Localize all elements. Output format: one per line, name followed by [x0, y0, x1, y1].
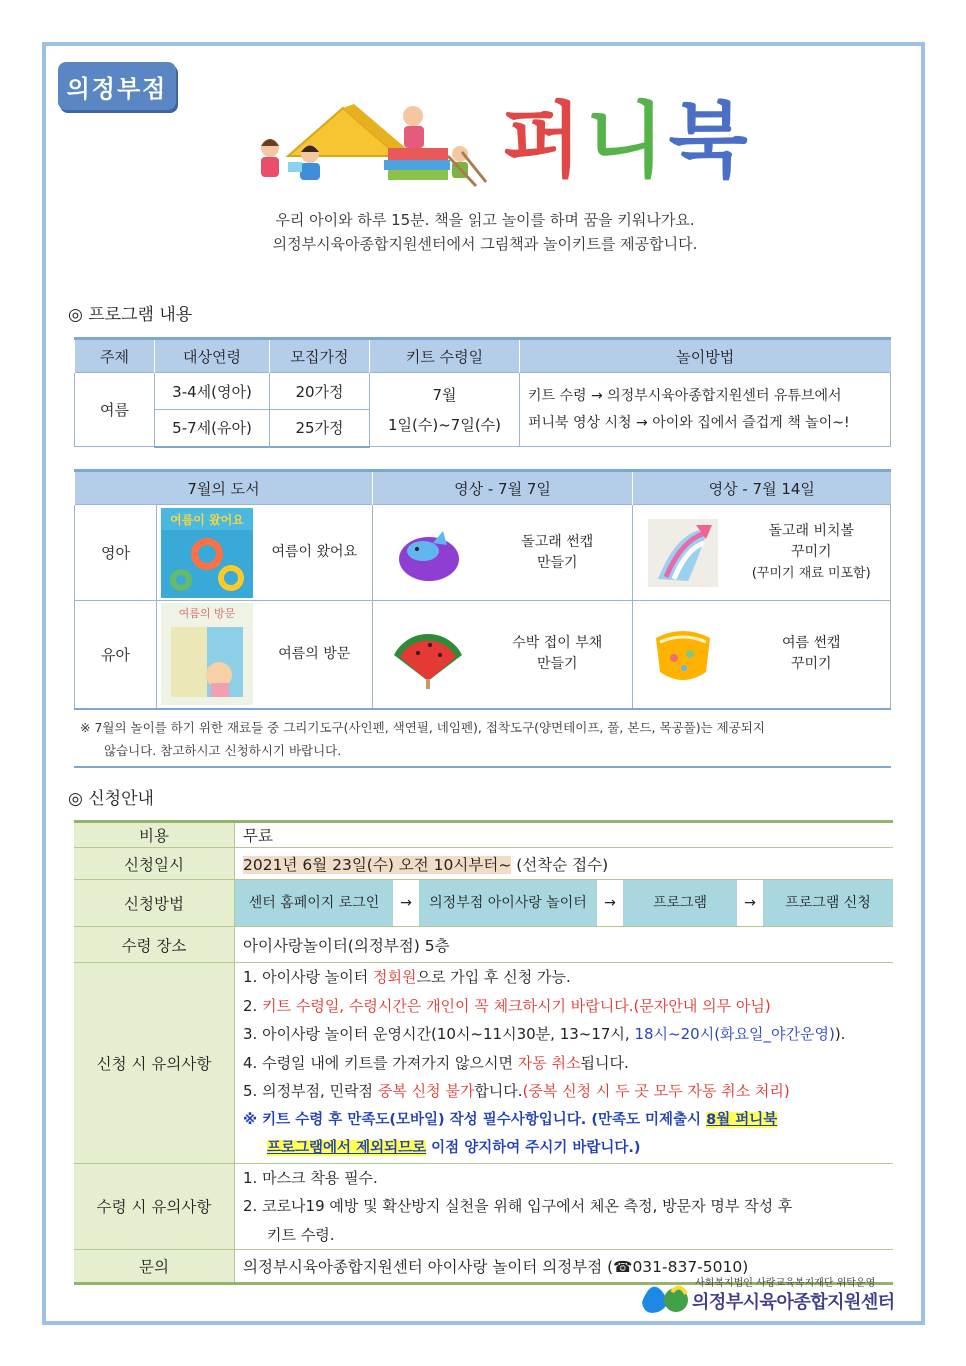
group-cell: 영아 [75, 505, 157, 601]
video1-image-cell [373, 601, 483, 709]
place-label: 수령 장소 [74, 927, 235, 963]
apply-table [74, 820, 893, 1285]
col-header-families: 모집가정 [270, 339, 370, 373]
book-cover-title: 여름이 왔어요 [169, 512, 244, 527]
video2-label-line: 꾸미기 [790, 544, 832, 560]
pickup-list [235, 1163, 894, 1250]
method-cell [520, 373, 891, 447]
contact-label: 문의 [74, 1250, 235, 1284]
cost-label: 비용 [74, 822, 235, 848]
video2-label-line: 여름 썬캡 [781, 635, 841, 652]
video2-label-line: 돌고래 비치볼 [768, 523, 855, 539]
step-login: 센터 홈페이지 로그인 [235, 880, 393, 926]
col-header-topic: 주제 [75, 339, 155, 373]
summer-suncap-image [650, 618, 716, 690]
arrow-icon: → [744, 895, 756, 911]
col-header-age: 대상연령 [155, 339, 270, 373]
title-char-1: 퍼 [502, 94, 586, 189]
caution-important-highlight: 8월 퍼니북 [706, 1111, 778, 1128]
age-cell: 5-7세(유아) [155, 410, 270, 447]
books-table [74, 469, 891, 710]
caution-text: 5. 의정부점, 민락점 [243, 1082, 378, 1100]
dolphin-suncap-image [393, 523, 463, 583]
kids-reading-illustration [248, 96, 488, 188]
age-cell: 3-4세(영아) [155, 373, 270, 410]
caution-text: 됩니다. [580, 1053, 629, 1072]
caution-text: 으로 가입 후 신청 가능. [416, 968, 571, 986]
book-cover-cell [157, 601, 257, 709]
book-cover-image [161, 603, 253, 705]
pickup-text: 2. 코로나19 예방 및 확산방지 실천을 위해 입구에서 체온 측정, 방문자 명부 작성 후 [243, 1197, 793, 1215]
step-playground: 의정부점 아이사랑 놀이터 [419, 880, 597, 926]
method-line-2: 퍼니북 영상 시청 → 아이와 집에서 즐겁게 책 놀이~! [528, 414, 850, 431]
watermelon-fan-image [390, 619, 466, 689]
method-steps [235, 880, 894, 927]
video1-label-cell [483, 601, 633, 709]
date-note: (선착순 접수) [511, 855, 609, 874]
divider [74, 766, 891, 768]
caution-text: 1. 아이사랑 놀이터 [243, 968, 374, 986]
video1-label-line: 돌고래 썬캡 [521, 533, 594, 550]
pickup-text: 키트 수령. [267, 1225, 335, 1244]
caution-highlight: 정회원 [373, 968, 417, 986]
program-table [74, 337, 891, 448]
branch-badge: 의정부점 [58, 62, 176, 110]
method-line-1: 키트 수령 → 의정부시육아종합지원센터 유튜브에서 [528, 387, 842, 404]
topic-cell: 여름 [75, 373, 155, 447]
caution-highlight: 자동 취소 [517, 1053, 581, 1072]
intro-line-2: 의정부시육아종합지원센터에서 그림책과 놀이키트를 제공합니다. [272, 235, 698, 253]
caution-text: 4. 수령일 내에 키트를 가져가지 않으시면 [243, 1053, 518, 1072]
title-char-3: 북 [668, 94, 752, 189]
book-cover-image [161, 508, 253, 598]
kit-date-cell [370, 373, 520, 447]
kit-date-range: 1일(수)~7일(수) [387, 415, 502, 434]
caution-highlight: 중복 신청 불가 [377, 1082, 475, 1100]
col-header-method: 놀이방법 [520, 339, 891, 373]
caution-list [235, 963, 894, 1164]
date-start: 2021년 6월 23일(수) 오전 10시부터~ [243, 855, 512, 874]
operator-text: 사회복지법인 사랑교육복지재단 위탁운영 [695, 1278, 876, 1289]
caution-highlight: 18시~20시(화요일_야간운영) [634, 1025, 835, 1043]
caution-highlight: (중복 신청 시 두 곳 모두 자동 취소 처리) [522, 1082, 790, 1100]
video1-image-cell [373, 505, 483, 601]
caution-important: 이점 양지하여 주시기 바랍니다.) [426, 1140, 641, 1156]
caution-text: ). [834, 1025, 846, 1043]
kit-date-month: 7월 [432, 385, 457, 404]
program-section-title: ◎ 프로그램 내용 [68, 305, 193, 325]
dolphin-beachball-image [648, 519, 718, 587]
book-cover-title: 여름의 방문 [178, 607, 236, 621]
video2-label-line: 꾸미기 [790, 656, 832, 673]
pickup-label: 수령 시 유의사항 [74, 1163, 235, 1250]
step-apply: 프로그램 신청 [763, 880, 893, 926]
caution-highlight: 키트 수령일, 수령시간은 개인이 꼭 체크하시기 바랍니다.(문자안내 의무 아님) [262, 996, 771, 1015]
arrow-icon: → [400, 895, 412, 911]
method-label: 신청방법 [74, 880, 235, 927]
video1-label-line: 만들기 [536, 554, 578, 571]
book-title-cell: 여름이 왔어요 [257, 505, 373, 601]
video2-image-cell [633, 505, 733, 601]
note-line-1: ※ 7월의 놀이를 하기 위한 재료들 중 그리기도구(사인펜, 색연필, 네임펜), 접착도구(양면테이프, 풀, 본드, 목공풀)는 제공되지 [80, 720, 765, 735]
book-title-cell: 여름의 방문 [257, 601, 373, 709]
cost-value: 무료 [235, 822, 894, 848]
center-name: 의정부시육아종합지원센터 [692, 1292, 895, 1313]
video2-label-cell [733, 505, 891, 601]
video1-label-cell [483, 505, 633, 601]
caution-text: 합니다. [474, 1082, 523, 1100]
note-line-2: 않습니다. 참고하시고 신청하시기 바랍니다. [104, 743, 342, 758]
contact-value: 의정부시육아종합지원센터 아이사랑 놀이터 의정부점 (☎031-837-5010) [235, 1250, 894, 1284]
book-cover-cell [157, 505, 257, 601]
col-header-video-1: 영상 - 7월 7일 [373, 471, 633, 505]
place-value: 아이사랑놀이터(의정부점) 5층 [235, 927, 894, 963]
caution-important: ※ 키트 수령 후 만족도(모바일) 작성 필수사항입니다. (만족도 미제출시 [243, 1111, 707, 1128]
video2-image-cell [633, 601, 733, 709]
intro-text [140, 208, 830, 256]
video2-label-line: (꾸미기 재료 미포함) [751, 566, 871, 581]
col-header-video-2: 영상 - 7월 14일 [633, 471, 891, 505]
caution-text: 3. 아이사랑 놀이터 운영시간(10시~11시30분, 13~17시, [243, 1025, 635, 1043]
date-label: 신청일시 [74, 848, 235, 880]
pickup-text: 1. 마스크 착용 필수. [243, 1168, 378, 1187]
video2-label-cell [733, 601, 891, 709]
intro-line-1: 우리 아이와 하루 15분. 책을 읽고 놀이를 하며 꿈을 키워나가요. [275, 211, 695, 229]
video1-label-line: 수박 접이 부채 [512, 635, 603, 652]
caution-text: 2. [243, 996, 263, 1015]
col-header-kit-date: 키트 수령일 [370, 339, 520, 373]
program-title [502, 92, 752, 192]
col-header-books: 7월의 도서 [75, 471, 373, 505]
date-value [235, 848, 894, 880]
apply-section-title: ◎ 신청안내 [68, 789, 154, 809]
arrow-icon: → [604, 895, 616, 911]
caution-important-highlight: 프로그램에서 제외되므로 [267, 1140, 427, 1156]
step-program: 프로그램 [623, 880, 737, 926]
caution-label: 신청 시 유의사항 [74, 963, 235, 1164]
title-char-2: 니 [585, 94, 669, 189]
video1-label-line: 만들기 [536, 656, 578, 673]
group-cell: 유아 [75, 601, 157, 709]
families-cell: 20가정 [270, 373, 370, 410]
families-cell: 25가정 [270, 410, 370, 447]
materials-note [80, 716, 870, 762]
